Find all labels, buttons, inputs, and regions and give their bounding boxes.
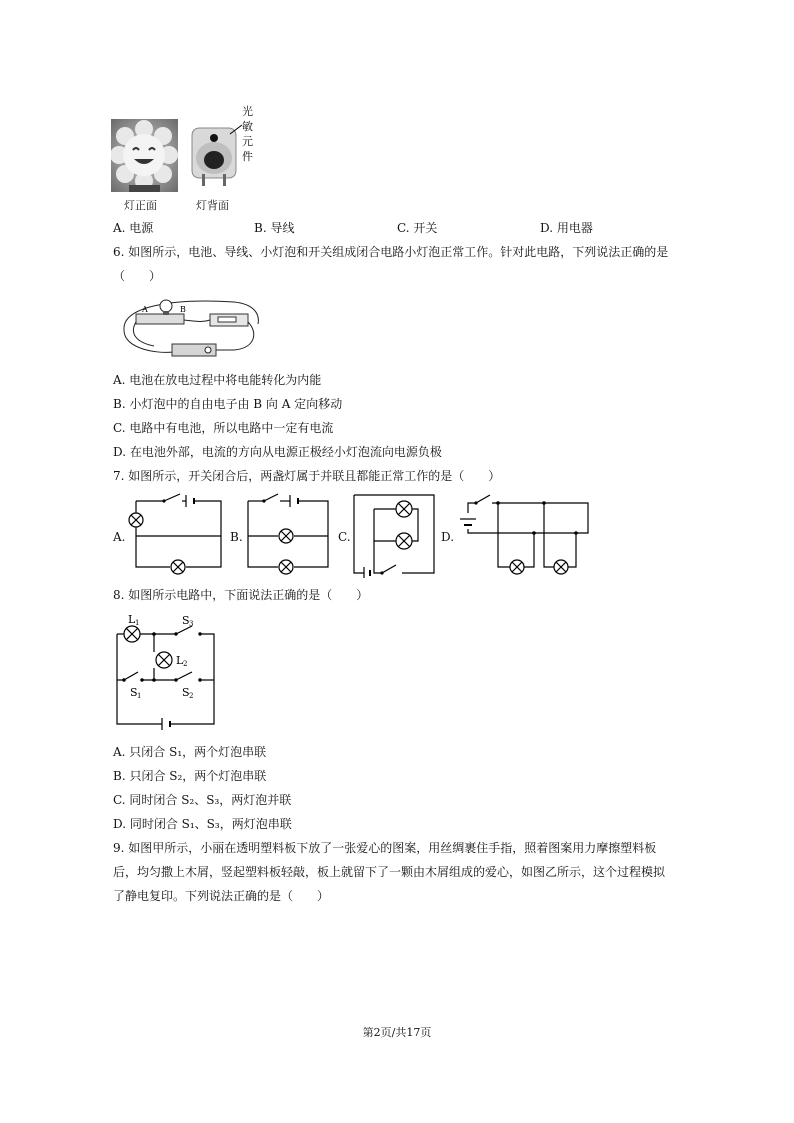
q6-option-a[interactable]: A. 电池在放电过程中将电能转化为内能 xyxy=(113,373,322,387)
front-caption: 灯正面 xyxy=(124,199,157,212)
label-s2-sub: 2 xyxy=(189,692,194,700)
q7-label-b[interactable]: B. xyxy=(230,530,243,544)
label-l1-sub: 1 xyxy=(135,619,140,627)
q7-circuit-c[interactable] xyxy=(352,493,436,578)
q6-option-b[interactable]: B. 小灯泡中的自由电子由 B 向 A 定向移动 xyxy=(113,397,343,411)
q7-stem: 7. 如图所示，开关闭合后，两盏灯属于并联且都能正常工作的是（ ） xyxy=(113,469,501,483)
page-footer: 第2页/共17页 xyxy=(362,1026,432,1039)
q5-option-a[interactable]: A. 电源 xyxy=(113,221,154,235)
q9-stem-line3: 了静电复印。下列说法正确的是（ ） xyxy=(113,889,330,903)
q8-stem: 8. 如图所示电路中，下面说法正确的是（ ） xyxy=(113,588,369,602)
label-l2-sub: 2 xyxy=(183,660,188,668)
q5-option-d[interactable]: D. 用电器 xyxy=(540,221,593,235)
q7-circuit-d[interactable] xyxy=(456,493,592,578)
sensor-label-vertical: 光 敏 元 件 xyxy=(242,105,253,163)
label-s3: S xyxy=(182,614,190,627)
q7-label-d[interactable]: D. xyxy=(441,530,455,544)
q8-option-d[interactable]: D. 同时闭合 S₁、S₃，两灯泡串联 xyxy=(113,817,292,831)
q6-circuit-sketch xyxy=(114,292,262,364)
q9-stem-line1: 9. 如图甲所示，小丽在透明塑料板下放了一张爱心的图案，用丝绸裹住手指，照着图案用力摩擦塑料板 xyxy=(113,841,657,855)
q6-option-d[interactable]: D. 在电池外部，电流的方向从电源正极经小灯泡流向电源负极 xyxy=(113,445,442,459)
q7-label-a[interactable]: A. xyxy=(113,530,126,544)
q9-stem-line2: 后，均匀撒上木屑，竖起塑料板轻敲，板上就留下了一颗由木屑组成的爱心，如图乙所示，这个过程模拟 xyxy=(113,865,666,879)
label-l2: L xyxy=(176,654,184,667)
label-s3-sub: 3 xyxy=(189,620,194,628)
q5-option-b[interactable]: B. 导线 xyxy=(254,221,295,235)
q5-option-c[interactable]: C. 开关 xyxy=(397,221,438,235)
label-a: A xyxy=(142,305,148,314)
lamp-front-photo xyxy=(111,119,178,192)
q8-option-a[interactable]: A. 只闭合 S₁，两个灯泡串联 xyxy=(113,745,267,759)
label-s1-sub: 1 xyxy=(137,692,142,700)
q8-option-b[interactable]: B. 只闭合 S₂，两个灯泡串联 xyxy=(113,769,267,783)
label-l1: L xyxy=(128,613,136,626)
q7-label-c[interactable]: C. xyxy=(338,530,351,544)
q7-circuit-b[interactable] xyxy=(244,493,332,578)
label-b: B xyxy=(180,305,186,314)
back-caption: 灯背面 xyxy=(196,199,229,212)
q7-circuit-a[interactable] xyxy=(124,493,224,578)
q6-stem-line1: 6. 如图所示，电池、导线、小灯泡和开关组成闭合电路小灯泡正常工作。针对此电路，下列说法正确的是 xyxy=(113,245,669,259)
q6-stem-line2: （ ） xyxy=(113,269,162,283)
label-s2: S xyxy=(182,686,190,699)
q8-circuit[interactable] xyxy=(110,612,222,736)
label-s1: S xyxy=(130,686,138,699)
q8-option-c[interactable]: C. 同时闭合 S₂、S₃，两灯泡并联 xyxy=(113,793,292,807)
q6-option-c[interactable]: C. 电路中有电池，所以电路中一定有电流 xyxy=(113,421,334,435)
